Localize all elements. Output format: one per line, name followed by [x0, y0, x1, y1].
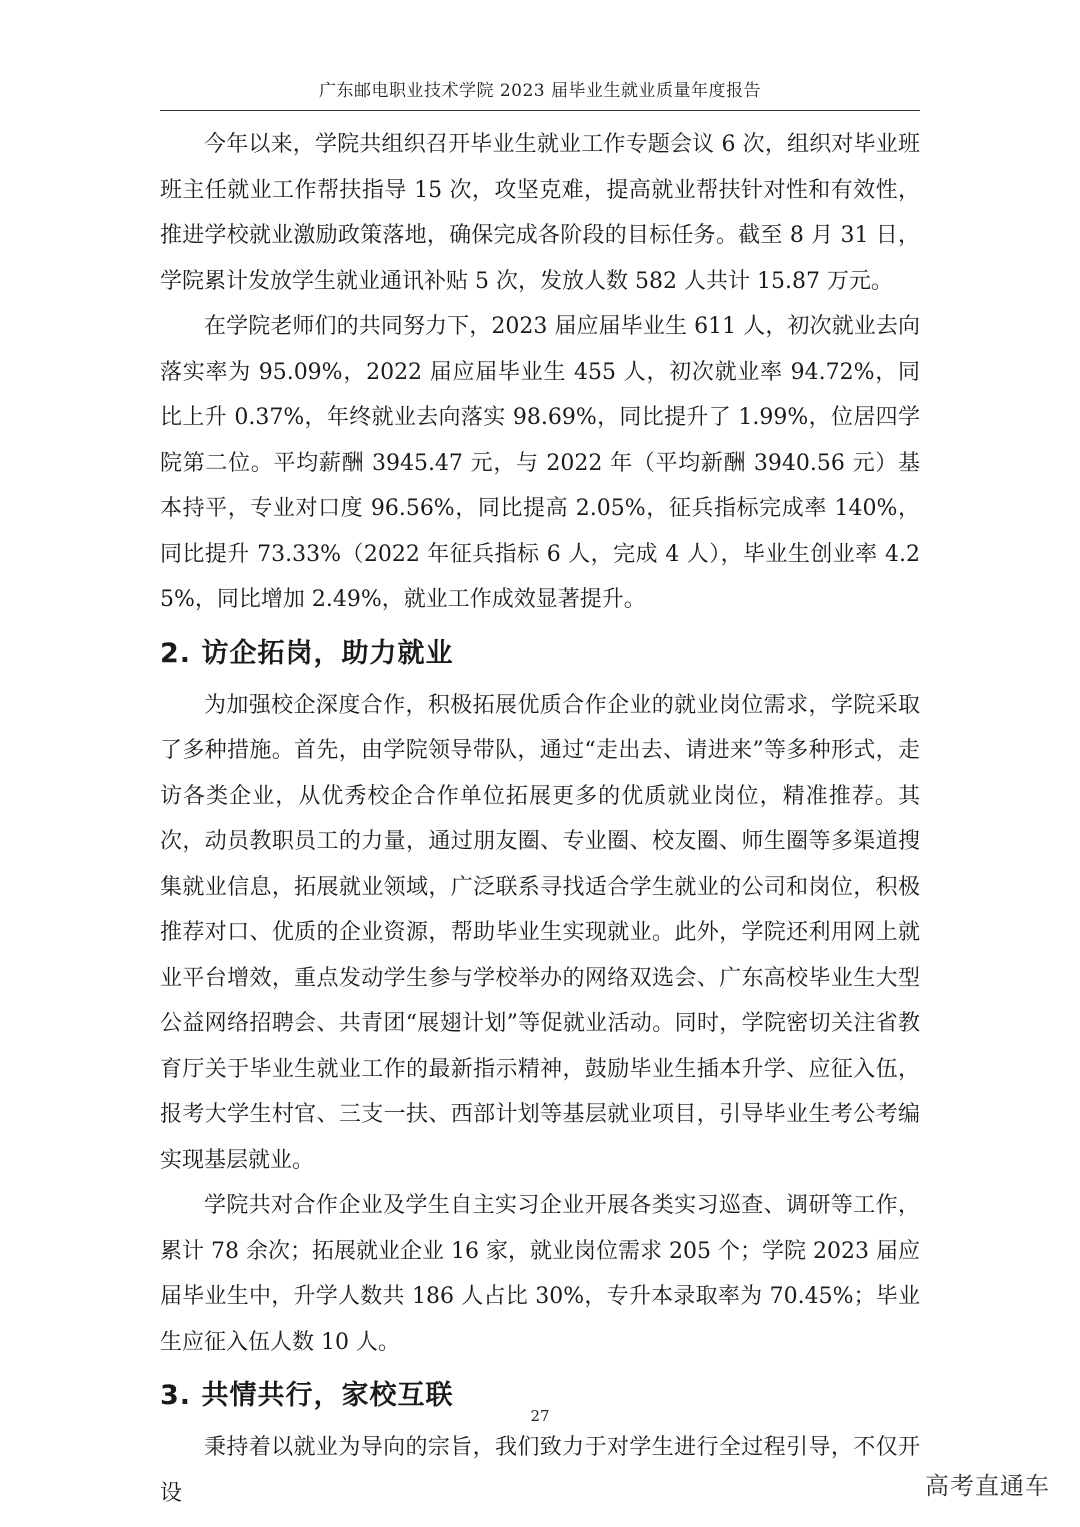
- page-number: 27: [530, 1407, 550, 1425]
- section-heading-2: 2. 访企拓岗，助力就业: [160, 637, 454, 669]
- watermark-label: 高考直通车: [925, 1472, 1050, 1500]
- document-body: [160, 122, 920, 1516]
- paragraph-employment-stats: 在学院老师们的共同努力下，2023 届应届毕业生 611 人，初次就业去向落实率为 95.09%，2022 届应届毕业生 455 人，初次就业率 94.72%，同比上升 0.37%，年终就业去向落实 98.69%，同比提升了 1.99%，位居四学院第二位。平均薪酬 3945.47 元，与 2022 年（平均新酬 3940.56 元）基本持平，专业对口度 96.56%，同比提高 2.05%，征兵指标完成率 140%，同比提升 73.33%（2022 年征兵指标 6 人，完成 4 人），毕业生创业率 4.25%，同比增加 2.49%，就业工作成效显著提升。: [160, 314, 920, 612]
- header-divider: [160, 110, 920, 111]
- paragraph-internship-stats: 学院共对合作企业及学生自主实习企业开展各类实习巡查、调研等工作，累计 78 余次；拓展就业企业 16 家，就业岗位需求 205 个；学院 2023 届应届毕业生中，升学人数共 186 人占比 30%，专升本录取率为 70.45%；毕业生应征入伍人数 10 人。: [160, 1193, 920, 1355]
- paragraph-enterprise-visits: 为加强校企深度合作，积极拓展优质合作企业的就业岗位需求，学院采取了多种措施。首先，由学院领导带队，通过“走出去、请进来”等多种形式，走访各类企业，从优秀校企合作单位拓展更多的优质就业岗位，精准推荐。其次，动员教职员工的力量，通过朋友圈、专业圈、校友圈、师生圈等多渠道搜集就业信息，拓展就业领域，广泛联系寻找适合学生就业的公司和岗位，积极推荐对口、优质的企业资源，帮助毕业生实现就业。此外，学院还利用网上就业平台增效，重点发动学生参与学校举办的网络双选会、广东高校毕业生大型公益网络招聘会、共青团“展翅计划”等促就业活动。同时，学院密切关注省教育厅关于毕业生就业工作的最新指示精神，鼓励毕业生插本升学、应征入伍，报考大学生村官、三支一扶、西部计划等基层就业项目，引导毕业生考公考编实现基层就业。: [160, 692, 920, 1173]
- paragraph-meetings: 今年以来，学院共组织召开毕业生就业工作专题会议 6 次，组织对毕业班班主任就业工作帮扶指导 15 次，攻坚克难，提高就业帮扶针对性和有效性，推进学校就业激励政策落地，确保完成各阶段的目标任务。截至 8 月 31 日，学院累计发放学生就业通讯补贴 5 次，发放人数 582 人共计 15.87 万元。: [160, 132, 920, 294]
- paragraph-home-school: 秉持着以就业为导向的宗旨，我们致力于对学生进行全过程引导，不仅开设: [160, 1435, 920, 1506]
- page-header-title: 广东邮电职业技术学院 2023 届毕业生就业质量年度报告: [318, 81, 762, 101]
- section-heading-3: 3. 共情共行，家校互联: [160, 1380, 454, 1411]
